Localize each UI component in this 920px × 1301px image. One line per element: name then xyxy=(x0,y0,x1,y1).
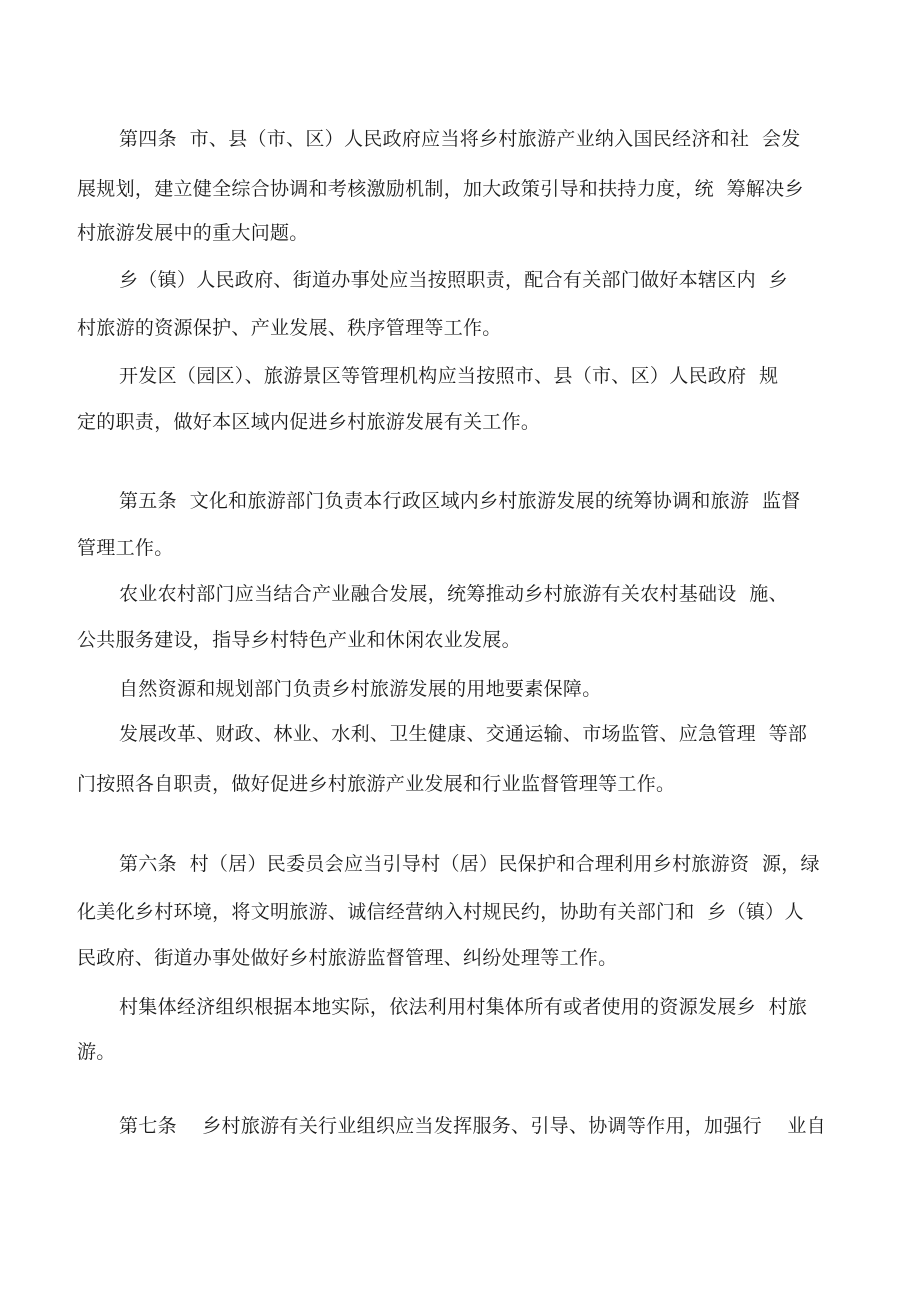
article-4-line-2: 展规划，建立健全综合协调和考核激励机制，加大政策引导和扶持力度，统 筹解决乡 xyxy=(77,178,804,200)
article-4-para-3-line-1: 开发区（园区）、旅游景区等管理机构应当按照市、县（市、区）人民政府 规 xyxy=(119,365,779,387)
article-7-line-1: 第七条 乡村旅游有关行业组织应当发挥服务、引导、协调等作用，加强行 业自 xyxy=(119,1115,826,1137)
article-6-line-1: 第六条 村（居）民委员会应当引导村（居）民保护和合理利用乡村旅游资 源，绿 xyxy=(119,853,820,875)
article-6-line-3: 民政府、街道办事处做好乡村旅游监督管理、纠纷处理等工作。 xyxy=(77,947,618,969)
article-6-line-2: 化美化乡村环境，将文明旅游、诚信经营纳入村规民约，协助有关部门和 乡（镇）人 xyxy=(77,901,804,923)
article-4-para-3-line-2: 定的职责，做好本区域内促进乡村旅游发展有关工作。 xyxy=(77,411,541,433)
article-5-line-2: 管理工作。 xyxy=(77,537,174,559)
article-5-para-2-line-1: 农业农村部门应当结合产业融合发展，统筹推动乡村旅游有关农村基础设 施、 xyxy=(119,583,788,605)
article-6-para-2-line-1: 村集体经济组织根据本地实际，依法利用村集体所有或者使用的资源发展乡 村旅 xyxy=(119,996,808,1018)
article-4-para-2-line-2: 村旅游的资源保护、产业发展、秩序管理等工作。 xyxy=(77,317,502,339)
article-4-line-1: 第四条 市、县（市、区）人民政府应当将乡村旅游产业纳入国民经济和社 会发 xyxy=(119,128,801,150)
article-6-para-2-line-2: 游。 xyxy=(77,1041,116,1063)
article-5-line-1: 第五条 文化和旅游部门负责本行政区域内乡村旅游发展的统筹协调和旅游 监督 xyxy=(119,490,801,512)
article-5-para-3-line-1: 自然资源和规划部门负责乡村旅游发展的用地要素保障。 xyxy=(119,678,602,700)
article-4-para-2-line-1: 乡（镇）人民政府、街道办事处应当按照职责，配合有关部门做好本辖区内 乡 xyxy=(119,269,788,291)
article-5-para-4-line-2: 门按照各自职责，做好促进乡村旅游产业发展和行业监督管理等工作。 xyxy=(77,773,676,795)
article-5-para-4-line-1: 发展改革、财政、林业、水利、卫生健康、交通运输、市场监管、应急管理 等部 xyxy=(119,723,808,745)
article-4-line-3: 村旅游发展中的重大问题。 xyxy=(77,222,309,244)
article-5-para-2-line-2: 公共服务建设，指导乡村特色产业和休闲农业发展。 xyxy=(77,629,521,651)
